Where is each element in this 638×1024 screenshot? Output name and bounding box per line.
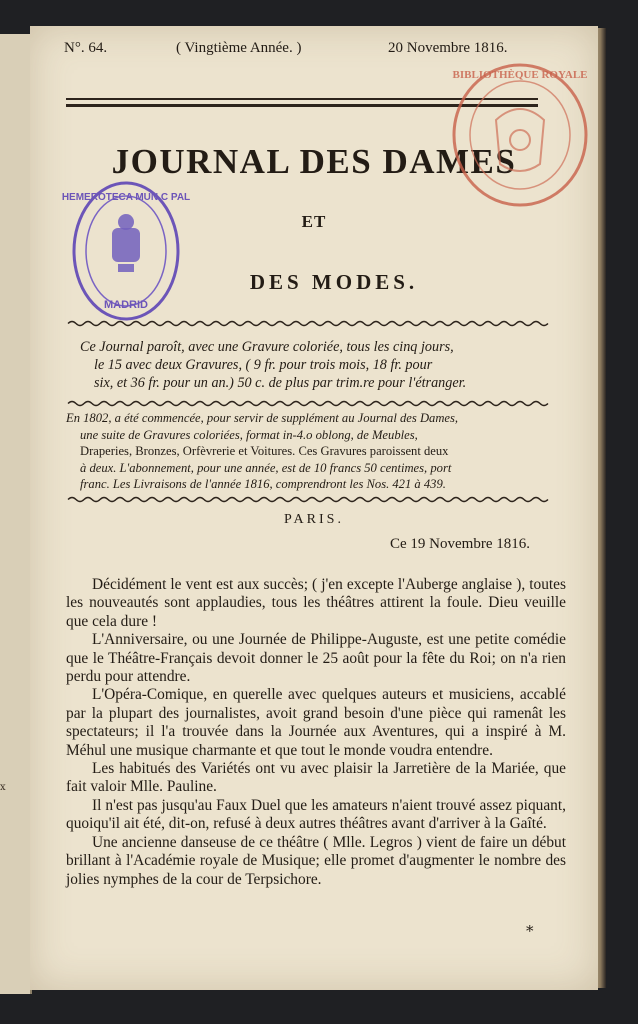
notice-line: Draperies, Bronzes, Orfèvrerie et Voitures. Ces Gravures paroissent deux (80, 444, 449, 459)
masthead-conjunction: ET (301, 212, 327, 231)
article-paragraph: Les habitués des Variétés ont vu avec plaisir la Jarretière de la Mariée, que fait valoir Mlle. Pauline. (66, 760, 566, 796)
article-paragraph: Une ancienne danseuse de ce théâtre ( Mlle. Legros ) vient de faire un début brillant à l'Académie royale de Musique; elle promet d'augmenter le nombre des jolies nymphes de la cour de Terpsichore. (66, 833, 566, 888)
masthead-subtitle: DES MODES. (249, 270, 419, 294)
stamp-text-royal: BIBLIOTHÈQUE ROYALE (452, 69, 588, 81)
subscription-notice (66, 338, 552, 392)
issue-year: ( Vingtième Année. ) (176, 40, 302, 56)
article-paragraph: L'Anniversaire, ou une Journée de Philippe-Auguste, est une petite comédie que le Théâtre-Français devoit donner le 25 août pour la fête du Roi; on n'a rien perdu pour attendre. (66, 631, 566, 686)
article-paragraph: Il n'est pas jusqu'au Faux Duel que les amateurs n'aient trouvé assez piquant, quoiqu'il ait été, dit-on, refusé à deux autres théâtres avant d'arriver à la Gaîté. (66, 796, 566, 833)
notice-line: Ce Journal paroît, avec une Gravure coloriée, tous les cinq jours, (80, 339, 454, 355)
notice-line: six, et 36 fr. pour un an.) 50 c. de plus par trim.re pour l'étranger. (94, 375, 467, 391)
masthead-title: JOURNAL DES DAMES (111, 142, 517, 181)
notice-line: le 15 avec deux Gravures, ( 9 fr. pour trois mois, 18 fr. pour (94, 357, 433, 373)
margin-mark: x (0, 782, 6, 793)
notice-line: franc. Les Livraisons de l'année 1816, comprendront les Nos. 421 à 439. (80, 477, 446, 492)
svg-text:MADRID: MADRID (104, 299, 148, 311)
svg-text:HEMEROTECA MUN C PAL: HEMEROTECA MUN C PAL (61, 192, 191, 203)
ornamental-rule (68, 400, 548, 407)
notice-line: à deux. L'abonnement, pour une année, est de 10 francs 50 centimes, port (80, 460, 452, 475)
notice-line: En 1802, a été commencée, pour servir de supplément au Journal des Dames, (66, 411, 459, 425)
article-paragraph: L'Opéra-Comique, en querelle avec quelques auteurs et musiciens, accablé par la plupart des journalistes, avoit grand besoin d'une pièce qui ramenât les spectateurs; il l'a trouvée dans la Journée aux Aventures, qui a inspiré à M. Méhul une musique charmante et que tout le monde voudra entendre. (66, 686, 566, 759)
supplement-notice (66, 410, 552, 493)
ornamental-rule (68, 320, 548, 327)
issue-number: N°. 64. (64, 40, 108, 56)
signature-mark: * (526, 922, 534, 940)
article-paragraph: Décidément le vent est aux succès; ( j'en excepte l'Auberge anglaise ), toutes les nouveautés sont applaudies, tous les théâtres attirent la foule. Dieu veuille que cela dure ! (66, 576, 566, 630)
issue-date: 20 Novembre 1816. (388, 40, 508, 56)
facing-page-edge (0, 34, 32, 994)
newspaper-page (30, 26, 598, 990)
dateline-date: Ce 19 Novembre 1816. (390, 536, 530, 552)
library-stamp-icon (61, 178, 191, 324)
notice-line: une suite de Gravures coloriées, format in-4.o oblong, de Meubles, (80, 427, 418, 442)
article-body (66, 576, 566, 889)
dateline-place: PARIS. (284, 512, 344, 527)
ornamental-rule (68, 496, 548, 503)
royal-library-stamp-icon (448, 60, 590, 210)
